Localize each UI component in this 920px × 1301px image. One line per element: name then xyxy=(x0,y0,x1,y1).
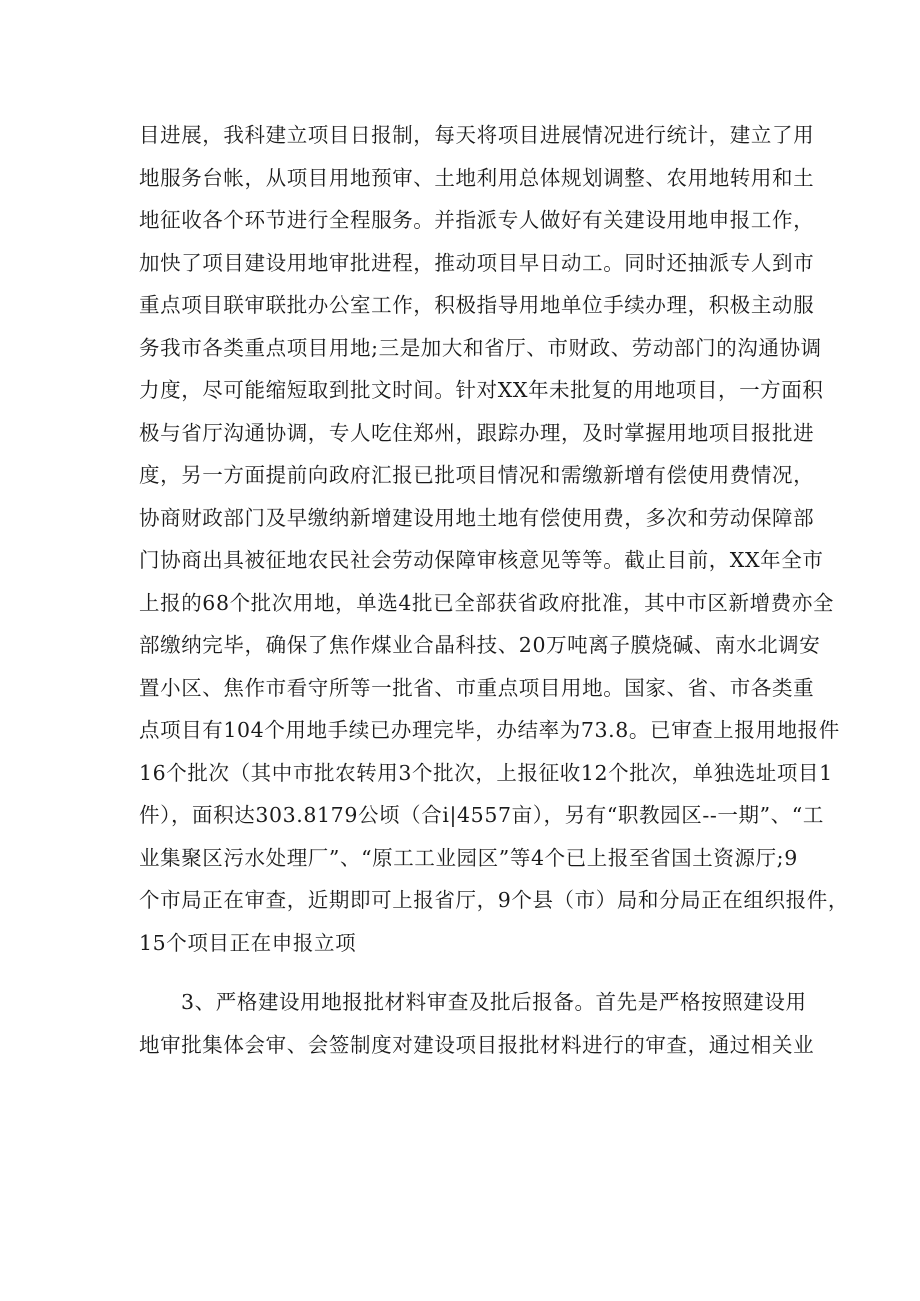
text-line: 加快了项目建设用地审批进程，推动项目早日动工。同时还抽派专人到市 xyxy=(139,250,815,275)
document-body xyxy=(139,114,849,1066)
text-line: 地征收各个环节进行全程服务。并指派专人做好有关建设用地申报工作， xyxy=(139,208,815,232)
text-line: 个市局正在审查，近期即可上报省厅，9个县（市）局和分局正在组织报件， xyxy=(139,888,849,912)
text-line: 16个批次（其中市批农转用3个批次，上报征收12个批次，单独选址项目1 xyxy=(139,760,833,785)
text-line: 极与省厅沟通协调，专人吃住郑州，跟踪办理，及时掌握用地项目报批进 xyxy=(139,420,815,445)
text-line: 15个项目正在申报立项 xyxy=(139,930,357,955)
text-line: 目进展，我科建立项目日报制，每天将项目进展情况进行统计，建立了用 xyxy=(139,123,815,147)
paragraph-project-progress xyxy=(139,114,849,964)
text-line: 度，另一方面提前向政府汇报已批项目情况和需缴新增有偿使用费情况， xyxy=(139,463,815,487)
text-line: 务我市各类重点项目用地;三是加大和省厅、市财政、劳动部门的沟通协调 xyxy=(139,335,822,360)
text-line: 置小区、焦作市看守所等一批省、市重点项目用地。国家、省、市各类重 xyxy=(139,675,815,700)
text-line: 业集聚区污水处理厂”、“原工工业园区”等4个已上报至省国土资源厅;9 xyxy=(139,845,798,870)
text-line: 部缴纳完毕，确保了焦作煤业合晶科技、20万吨离子膜烧碱、南水北调安 xyxy=(139,633,821,657)
text-line: 点项目有104个用地手续已办理完毕，办结率为73.8。已审查上报用地报件 xyxy=(139,718,840,742)
text-line: 地服务台帐，从项目用地预审、土地利用总体规划调整、农用地转用和土 xyxy=(139,165,815,190)
text-line: 重点项目联审联批办公室工作，积极指导用地单位手续办理，积极主动服 xyxy=(139,293,815,317)
paragraph-gap xyxy=(139,964,789,981)
text-line: 上报的68个批次用地，单选4批已全部获省政府批准，其中市区新增费亦全 xyxy=(139,590,835,615)
text-line: 件），面积达303.8179公顷（合i|4557亩），另有“职教园区--一期”、“工 xyxy=(139,803,824,827)
text-line: 门协商出具被征地农民社会劳动保障审核意见等等。截止目前，XX年全市 xyxy=(139,548,824,572)
text-line: 地审批集体会审、会签制度对建设项目报批材料进行的审查，通过相关业 xyxy=(139,1032,815,1057)
paragraph-material-review xyxy=(139,981,815,1066)
text-line: 协商财政部门及早缴纳新增建设用地土地有偿使用费，多次和劳动保障部 xyxy=(139,505,815,530)
text-line: 3、严格建设用地报批材料审查及批后报备。首先是严格按照建设用 xyxy=(181,990,807,1014)
text-line: 力度，尽可能缩短取到批文时间。针对XX年未批复的用地项目，一方面积 xyxy=(139,378,824,402)
